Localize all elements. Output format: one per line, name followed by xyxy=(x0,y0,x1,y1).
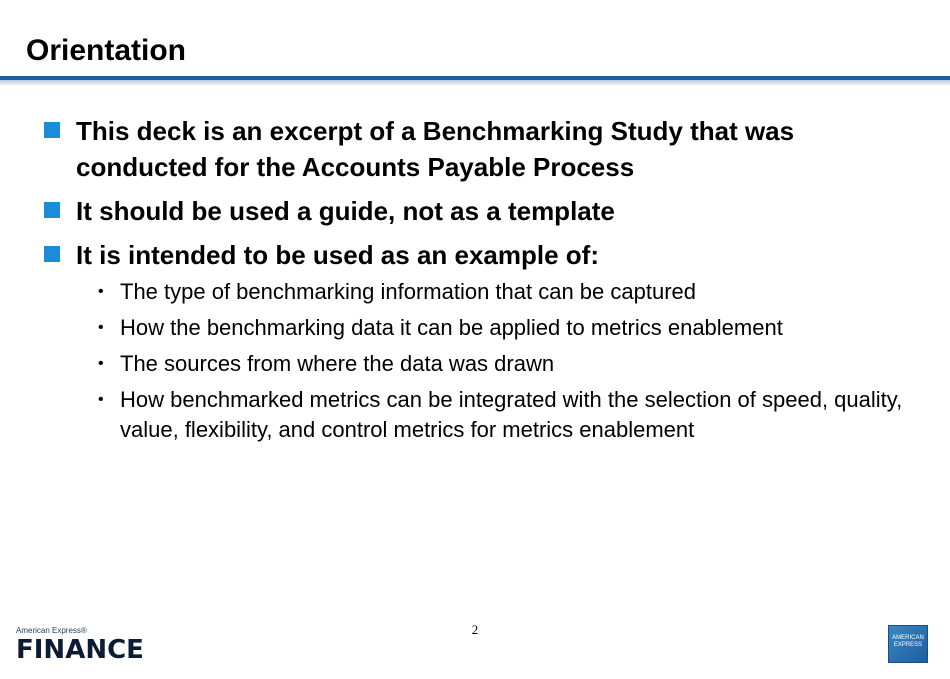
bullet-item xyxy=(44,237,924,273)
amex-logo xyxy=(888,625,928,663)
bullet-text: It is intended to be used as an example of: xyxy=(76,240,599,270)
sub-bullet-item xyxy=(98,349,924,379)
square-bullet-icon xyxy=(44,202,60,218)
sub-bullet-item xyxy=(98,385,924,445)
sub-bullet-text: The sources from where the data was drawn xyxy=(120,351,555,376)
dot-bullet-icon: • xyxy=(98,283,104,300)
slide-title: Orientation xyxy=(26,34,187,67)
sub-bullet-item xyxy=(98,277,924,307)
slide-body xyxy=(44,113,924,451)
dot-bullet-icon: • xyxy=(98,319,104,336)
bullet-text: It should be used a guide, not as a template xyxy=(76,196,615,226)
square-bullet-icon xyxy=(44,246,60,262)
sub-bullet-item xyxy=(98,313,924,343)
bullet-text: This deck is an excerpt of a Benchmarking Study that was conducted for the Accounts Payable Process xyxy=(76,116,795,182)
page-number: 2 xyxy=(471,622,479,637)
bullet-item xyxy=(44,113,924,185)
amex-finance-logo xyxy=(16,626,156,664)
logo-small-text: American Express® xyxy=(16,626,87,635)
title-divider xyxy=(0,76,950,86)
sub-bullet-text: How benchmarked metrics can be integrated with the selection of speed, quality, value, flexibility, and control metrics for metrics enablement xyxy=(120,387,903,442)
square-bullet-icon xyxy=(44,122,60,138)
dot-bullet-icon: • xyxy=(98,391,104,408)
bullet-item xyxy=(44,193,924,229)
sub-bullet-list xyxy=(98,277,924,445)
logo-line-1: AMERICAN xyxy=(892,635,924,641)
sub-bullet-text: The type of benchmarking information that can be captured xyxy=(120,279,697,304)
sub-bullet-text: How the benchmarking data it can be applied to metrics enablement xyxy=(120,315,783,340)
logo-big-text: FINANCE xyxy=(16,635,144,665)
logo-line-2: EXPRESS xyxy=(893,642,923,648)
dot-bullet-icon: • xyxy=(98,355,104,372)
